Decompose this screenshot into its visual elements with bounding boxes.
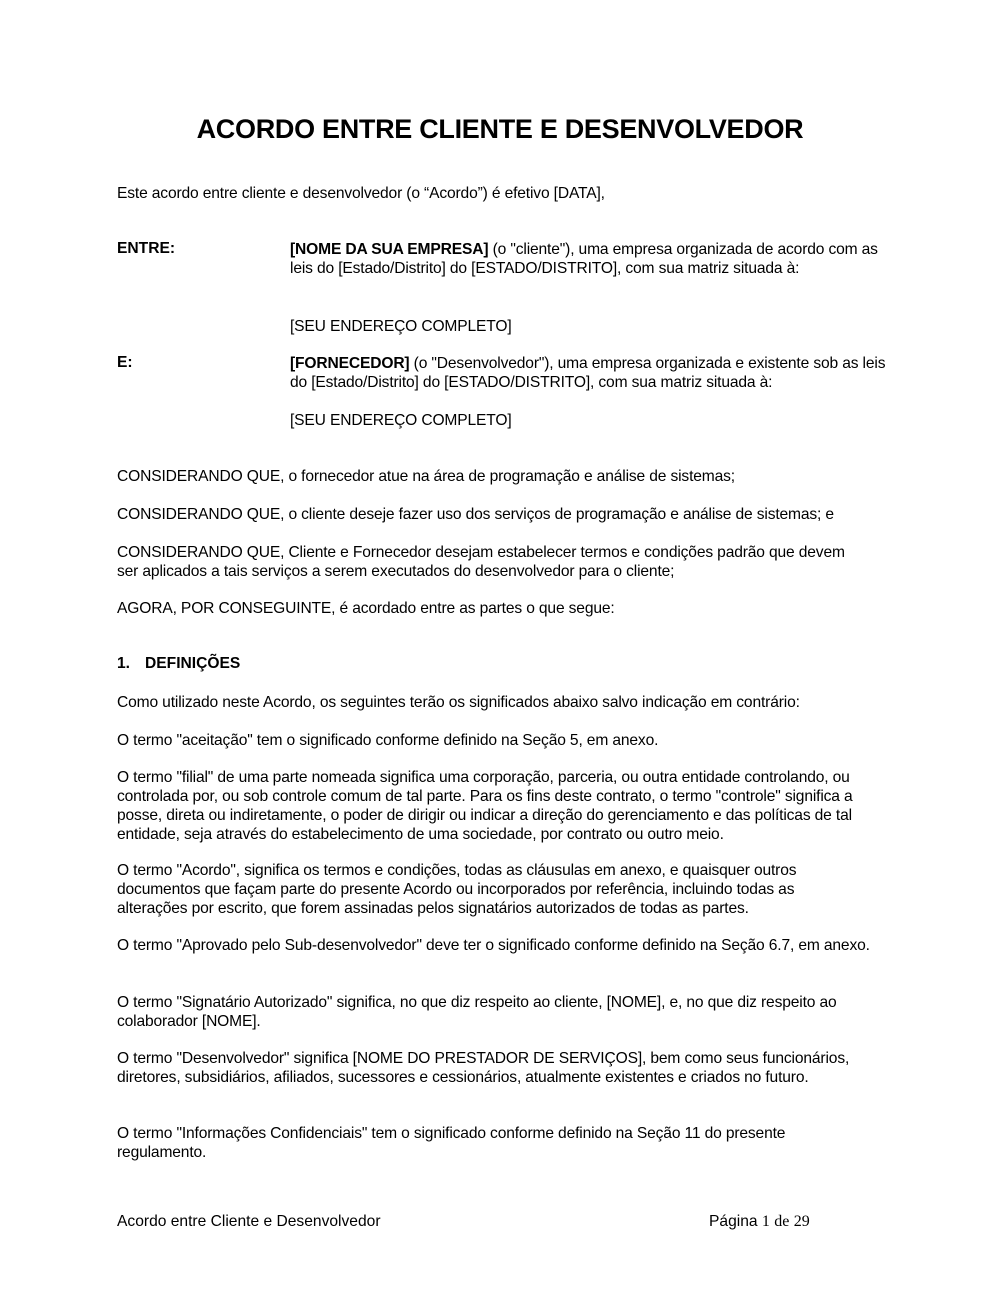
- footer-current-page: 1: [761, 1213, 770, 1230]
- party-developer-text: (o "Desenvolvedor"), uma empresa organizada e existente sob as leis do [Estado/Distrito] do [ESTADO/DISTRITO], com sua matriz situada à:: [290, 355, 886, 391]
- section-title: DEFINIÇÕES: [145, 655, 241, 672]
- party-developer-name: [FORNECEDOR]: [290, 355, 410, 372]
- party-label-e: E:: [117, 354, 133, 371]
- recital-2: CONSIDERANDO QUE, o cliente deseje fazer uso dos serviços de programação e análise de sistemas; e: [117, 506, 834, 523]
- party-client-address: [SEU ENDEREÇO COMPLETO]: [290, 318, 512, 335]
- definition-signatario-autorizado: O termo "Signatário Autorizado" significa, no que diz respeito ao cliente, [NOME], e, no que diz respeito ao colaborador [NOME].: [117, 994, 837, 1030]
- definition-filial: O termo "filial" de uma parte nomeada significa uma corporação, parceria, ou outra entidade controlando, ou controlada por, ou sob controle comum de tal parte. Para os fins deste contrato, o termo "controle" significa a posse, direta ou indiretamente, o poder de dirigir ou indicar a direção do gerenciamento e das políticas de tal entidade, seja através do estabelecimento de uma sociedade, por contrato ou outro meio.: [117, 769, 853, 843]
- definition-aprovado-sub-desenvolvedor: O termo "Aprovado pelo Sub-desenvolvedor" deve ter o significado conforme definido na Seção 6.7, em anexo.: [117, 937, 870, 954]
- intro-paragraph: Este acordo entre cliente e desenvolvedor (o “Acordo”) é efetivo [DATA],: [117, 185, 605, 202]
- definition-aceitacao: O termo "aceitação" tem o significado conforme definido na Seção 5, em anexo.: [117, 732, 659, 749]
- footer-page-of: de: [774, 1213, 790, 1230]
- footer-page-label: Página: [709, 1213, 758, 1230]
- recital-3: CONSIDERANDO QUE, Cliente e Fornecedor desejam estabelecer termos e condições padrão que devem ser aplicados a tais serviços a serem executados do desenvolvedor para o cliente;: [117, 544, 845, 580]
- document-title: ACORDO ENTRE CLIENTE E DESENVOLVEDOR: [196, 114, 804, 144]
- definition-acordo: O termo "Acordo", significa os termos e condições, todas as cláusulas em anexo, e quaisquer outros documentos que façam parte do presente Acordo ou incorporados por referência, incluindo todas as alterações por escrito, que forem assinadas pelos signatários autorizados de todas as partes.: [117, 862, 797, 917]
- footer-page-number: [709, 1213, 810, 1231]
- party-client-text: (o "cliente"), uma empresa organizada de acordo com as leis do [Estado/Distrito] do [ESTADO/DISTRITO], com sua matriz situada à:: [290, 241, 878, 277]
- footer-total-pages: 29: [793, 1213, 810, 1230]
- party-developer-description: [290, 354, 890, 392]
- party-client-name: [NOME DA SUA EMPRESA]: [290, 241, 489, 258]
- definitions-intro: Como utilizado neste Acordo, os seguintes terão os significados abaixo salvo indicação em contrário:: [117, 694, 800, 711]
- definition-informacoes-confidenciais: O termo "Informações Confidenciais" tem o significado conforme definido na Seção 11 do presente regulamento.: [117, 1125, 786, 1161]
- party-developer-address: [SEU ENDEREÇO COMPLETO]: [290, 412, 512, 429]
- party-label-entre: ENTRE:: [117, 240, 176, 257]
- definition-desenvolvedor: O termo "Desenvolvedor" significa [NOME DO PRESTADOR DE SERVIÇOS], bem como seus funcionários, diretores, subsidiários, afiliados, sucessores e cessionários, atualmente existentes e criados no futuro.: [117, 1050, 850, 1086]
- section-number: 1.: [117, 655, 131, 672]
- footer-document-title: Acordo entre Cliente e Desenvolvedor: [117, 1213, 381, 1230]
- recital-1: CONSIDERANDO QUE, o fornecedor atue na área de programação e análise de sistemas;: [117, 468, 735, 485]
- party-client-description: [290, 240, 890, 278]
- recital-agreement: AGORA, POR CONSEGUINTE, é acordado entre as partes o que segue:: [117, 600, 615, 617]
- section-heading-definicoes: [117, 655, 240, 673]
